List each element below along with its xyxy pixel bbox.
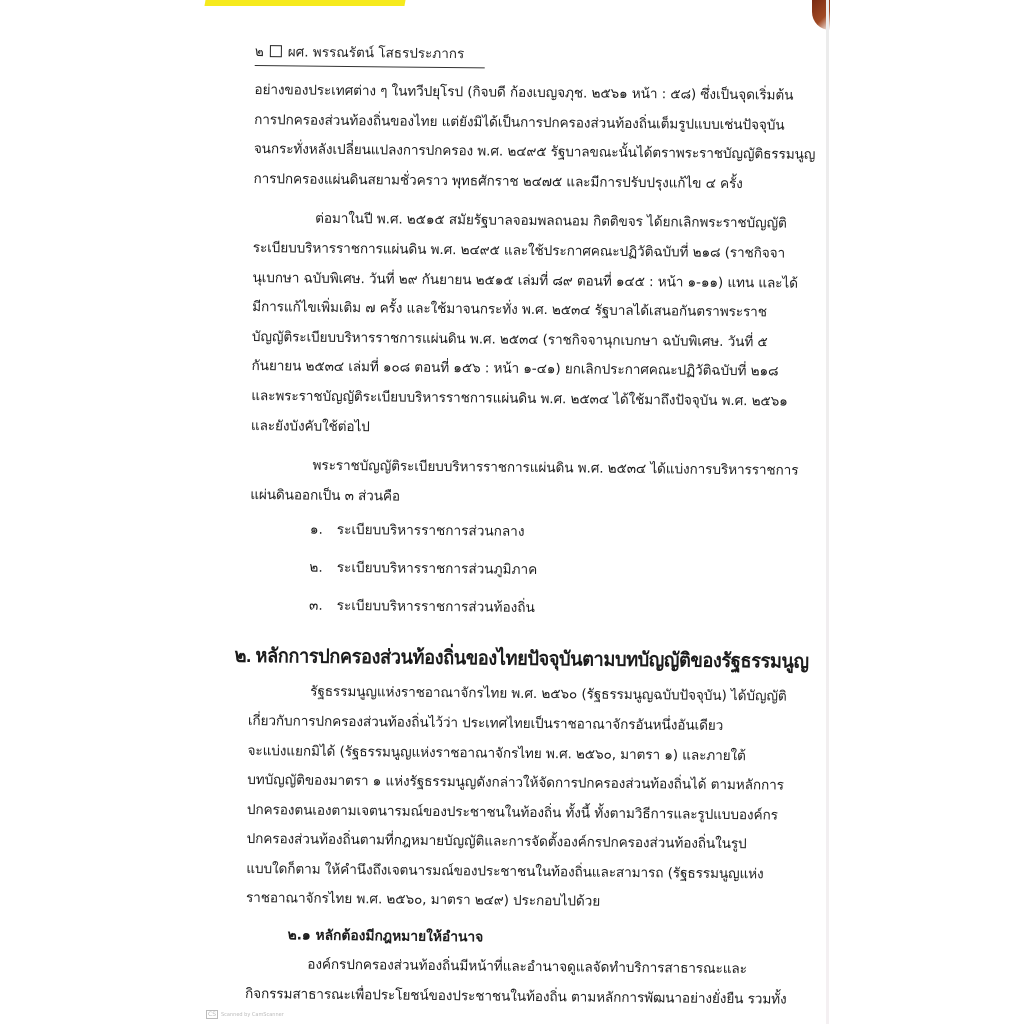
camscanner-watermark [206,1010,284,1019]
text-line: ราชอาณาจักรไทย พ.ศ. ๒๕๖๐, มาตรา ๒๔๙) ประกอบไปด้วย [245,890,601,911]
text-line: พระราชบัญญัติระเบียบบริหารราชการแผ่นดิน พ.ศ. ๒๕๓๔ ได้แบ่งการบริหารราชการ [312,457,799,479]
list-item [249,548,809,592]
square-bullet-icon [270,45,282,57]
text-line: องค์กรปกครองส่วนท้องถิ่นมีหน้าที่และอำนาจดูแลจัดทำบริการสาธารณะและ [307,956,747,978]
administration-list [249,510,810,630]
intro-paragraph [253,76,814,200]
book-page [234,40,816,1015]
text-line: กันยายน ๒๕๓๔ เล่มที่ ๑๐๘ ตอนที่ ๑๕๖ : หน้า ๑-๔๑) ยกเลิกประกาศคณะปฏิวัติฉบับที่ ๒๑๘ [251,358,779,380]
yellow-sticky-tab [204,0,405,6]
list-item [250,510,810,554]
list-text: ระเบียบบริหารราชการส่วนภูมิภาค [336,560,538,579]
list-number: ๒. [309,559,323,577]
text-line: อย่างของประเทศต่าง ๆ ในทวีปยุโรป (กิจบดี ก้องเบญจภุช. ๒๕๖๑ หน้า : ๕๘) ซึ่งเป็นจุดเริ่มต้น [254,81,794,104]
camscanner-logo-icon: CS [208,1011,216,1018]
text-line: ต่อมาในปี พ.ศ. ๒๕๑๕ สมัยรัฐบาลจอมพลถนอม กิตติขจร ได้ยกเลิกพระราชบัญญัติ [315,211,787,232]
text-line: บัญญัติระเบียบบริหารราชการแผ่นดิน พ.ศ. ๒๕๓๔ (ราชกิจจานุกเบกษา ฉบับพิเศษ. วันที่ ๕ [251,328,768,351]
list-text: ระเบียบบริหารราชการส่วนกลาง [336,522,525,541]
page-number: ๒ [254,43,264,61]
page-edge [826,0,829,1024]
text-line: การปกครองแผ่นดินสยามชั่วคราว พุทธศักราช ๒๔๗๕ และมีการปรับปรุงแก้ไข ๔ ครั้ง [253,170,743,192]
subsection-2-1-paragraph [245,950,806,1015]
text-line: ปกครองส่วนท้องถิ่นตามที่กฎหมายบัญญัติและการจัดตั้งองค์กรปกครองส่วนท้องถิ่นในรูป [246,831,747,853]
list-text: ระเบียบบริหารราชการส่วนท้องถิ่น [336,598,535,617]
text-line: จนกระทั่งหลังเปลี่ยนแปลงการปกครอง พ.ศ. ๒๔๙๕ รัฐบาลขณะนั้นได้ตราพระราชบัญญัติธรรมนูญ [253,141,816,164]
text-line: และพระราชบัญญัติระเบียบบริหารราชการแผ่นดิน พ.ศ. ๒๕๓๔ ได้ใช้มาถึงปัจจุบัน พ.ศ. ๒๕๖๑ [251,387,788,410]
list-item [249,586,809,630]
running-head [255,40,485,68]
text-line: บทบัญญัติของมาตรา ๑ แห่งรัฐธรรมนูญดังกล่าวให้จัดการปกครองส่วนท้องถิ่นได้ ตามหลักการ [247,772,784,794]
text-line: ปกครองตนเองตามเจตนารมณ์ของประชาชนในท้องถิ่น ทั้งนี้ ทั้งตามวิธีการและรูปแบบองค์กร [246,801,778,824]
text-line: มีการแก้ไขเพิ่มเติม ๗ ครั้ง และใช้มาจนกระทั่ง พ.ศ. ๒๕๓๔ รัฐบาลได้เสนอกันตราพระราช [252,299,767,321]
paragraph-2 [251,204,813,447]
text-line: จะแบ่งแยกมิได้ (รัฐธรรมนูญแห่งราชอาณาจักรไทย พ.ศ. ๒๕๖๐, มาตรา ๑) และภายใต้ [247,742,746,764]
text-line: การปกครองส่วนท้องถิ่นของไทย แต่ยังมิได้เป็นการปกครองส่วนท้องถิ่นเต็มรูปแบบเช่นปัจจุบัน [254,111,785,134]
text-line: รัฐธรรมนูญแห่งราชอาณาจักรไทย พ.ศ. ๒๕๖๐ (รัฐธรรมนูญฉบับปัจจุบัน) ได้บัญญัติ [310,683,787,705]
list-number: ๑. [309,521,323,539]
section-2-heading: ๒. หลักการปกครองส่วนท้องถิ่นของไทยปัจจุบันตามบทบัญญัติของรัฐธรรมนูญ [234,645,809,674]
text-line: นุเบกษา ฉบับพิเศษ. วันที่ ๒๙ กันยายน ๒๕๑๕ เล่มที่ ๘๙ ตอนที่ ๑๔๕ : หน้า ๑-๑๑) แทน และได้ [252,269,798,292]
author-name: ผศ. พรรณรัตน์ โสธรประภากร [287,44,465,63]
text-line: และยังบังคับใช้ต่อไป [250,417,370,435]
section-2-paragraph [246,677,808,920]
text-line: เกี่ยวกับการปกครองส่วนท้องถิ่นไว้ว่า ประเทศไทยเป็นราชอาณาจักรอันหนึ่งอันเดียว [247,712,724,734]
text-line: ระเบียบบริหารราชการแผ่นดิน พ.ศ. ๒๔๙๕ และใช้ประกาศคณะปฏิวัติฉบับที่ ๒๑๘ (ราชกิจจา [252,239,786,262]
subsection-2-1-heading: ๒.๑ หลักต้องมีกฎหมายให้อำนาจ [287,927,484,946]
list-number: ๓. [308,597,323,615]
text-line: แผ่นดินออกเป็น ๓ ส่วนคือ [250,486,401,505]
paragraph-3 [250,451,811,516]
text-line: กิจกรรมสาธารณะเพื่อประโยชน์ของประชาชนในท้องถิ่น ตามหลักการพัฒนาอย่างยั่งยืน รวมทั้ง [244,985,787,1008]
text-line: แบบใดก็ตาม ให้คำนึงถึงเจตนารมณ์ของประชาชนในท้องถิ่นและสามารถ (รัฐธรรมนูญแห่ง [246,860,764,883]
watermark-text: Scanned by CamScanner [221,1011,284,1018]
